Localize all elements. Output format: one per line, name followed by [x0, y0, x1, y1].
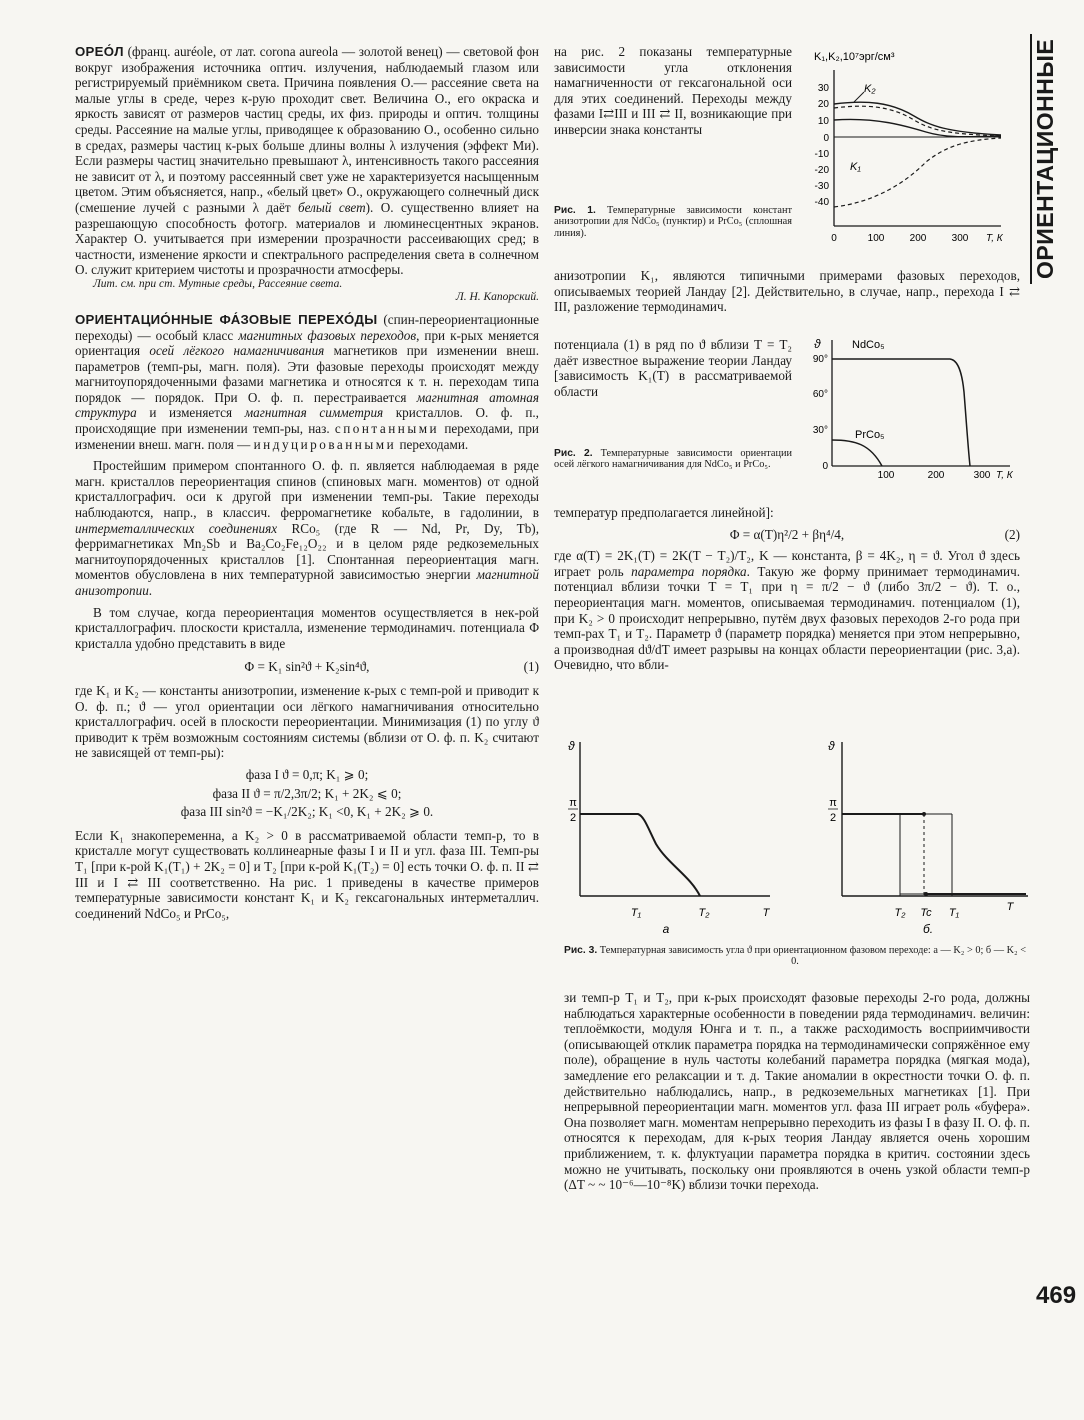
- fig3b-t1: T₁: [948, 907, 960, 919]
- right-paragraph-mid-4: [554, 548, 1020, 673]
- oreol-italic-1: белый свет: [298, 199, 366, 215]
- or-text-a: (спин-переориентационные переходы) — особый класс: [75, 311, 540, 343]
- or-italic-1: магнитных фазовых переходов: [238, 327, 417, 343]
- fig1-y-tick: -30: [814, 181, 829, 192]
- orient-article-p2: [75, 458, 539, 598]
- fig2-ndco5-label: NdCo₅: [852, 339, 885, 351]
- fig3-caption: [560, 945, 1030, 968]
- phase-3-condition: фаза III sin²ϑ = −K₁/2K₂; K₁ <0, K₁ + 2K₂ ⩾ 0.: [180, 804, 434, 820]
- fig3a-t: T: [762, 907, 770, 919]
- side-running-title: ОРИЕНТАЦИОННЫЕ: [1032, 38, 1058, 280]
- fig3b-point-lower: [924, 892, 928, 896]
- fig1-y-tick: -10: [814, 149, 829, 160]
- orient-article-p5: Если K₁ знакопеременна, а K₂ > 0 в рассматриваемой области темп-р, то в кристалле могут существовать коллинеарные фазы I и II и угл. фаза III. Темп-ры T₁ [при к-рой K₁(T₁) + 2K₂ = 0] и T₂ [при к-рой K₁(T₂) = 0] есть точки О. ф. п. II ⇄ III и I ⇄ III соответственно. На рис. 1 приведены в качестве примеров температурные зависимости констант K₁ и K₂ гексагональных интерметаллич. соединений NdCo₅ и PrCo₅,: [75, 827, 539, 921]
- fig1-y-tick: -40: [814, 197, 829, 208]
- right-paragraph-mid-1: анизотропии K₁, являются типичными примерами фазовых переходов, описываемых теорией Ландау [2]. Действительно, в случае, напр., перехода I ⇄ III, разложение термодинамич.: [554, 268, 1020, 315]
- fig3b-pi-num: π: [829, 797, 837, 809]
- fig2-x-tick: 200: [927, 470, 945, 481]
- or-p2-text-a: Простейшим примером спонтанного О. ф. п. является наблюдаемая в ряде магн. кристаллов переориентация спинов (спиновых магн. моментов) от одной кристаллографич. оси к другой при изменении темп-ры. Такие переходы наблюдаются, напр., в классич. ферромагнетике кобальте, в гадолинии, в: [75, 458, 539, 521]
- orient-headword: ОРИЕНТАЦИО́ННЫЕ ФА́ЗОВЫЕ ПЕРЕХО́ДЫ: [75, 311, 378, 327]
- or-text-b: , при к-рых меняется ориентация: [75, 327, 540, 359]
- lit-refs: Мутные среды, Рассеяние света.: [178, 277, 343, 290]
- fig3a-t2: T₂: [698, 907, 710, 919]
- orient-article-p1: [75, 312, 539, 452]
- mid4-italic: параметра порядка: [631, 563, 747, 579]
- fig3b-point-upper: [922, 812, 926, 816]
- fig2-x-tick: 300: [973, 470, 991, 481]
- orient-article-p4: где K₁ и K₂ — константы анизотропии, изменение к-рых с темп-рой и приводит к О. ф. п.; ϑ — угол ориентации оси лёгкого намагничивания относительно кристаллографич. осей в плоскости переориентации. Минимизация (1) по углу ϑ приводит к трём возможным состояниям системы (вблизи от О. ф. п. K₂ считают не зависящей от темп-ры):: [75, 682, 539, 761]
- right-paragraph-top: на рис. 2 показаны температурные зависимости угла отклонения намагниченности от гексагональной оси для этих соединений. Переходы между фазами I⇄III и III ⇄ II, возникающие при инверсии знака константы: [554, 44, 792, 137]
- fig3a-y-label: ϑ: [568, 739, 575, 753]
- fig1-x-tick: 300: [951, 233, 969, 244]
- fig3-panel-b: [828, 739, 1028, 936]
- equation-2-number: (2): [1004, 526, 1020, 542]
- oreol-author: Л. Н. Капорский.: [455, 290, 539, 303]
- right-top-text: [554, 44, 792, 138]
- right-mid-text-2: [554, 337, 792, 399]
- orient-article-p3: В том случае, когда переориентация моментов осуществляется в нек-рой кристаллографич. плоскости кристалла, изменение термодинамич. потенциала Φ кристалла удобно представить в виде: [75, 604, 539, 651]
- fig1-k2-label: K₂: [864, 83, 876, 95]
- fig2-y-tick: 0: [822, 461, 828, 472]
- fig3-caption-text: Температурная зависимость угла ϑ при ориентационном фазовом переходе: а — K₂ > 0; б — K₂ < 0.: [599, 945, 1027, 968]
- right-mid-text-3: [554, 505, 1020, 673]
- fig3-caption-number: Рис. 3.: [563, 945, 598, 956]
- equation-2-body: Φ = α(T)η²/2 + βη⁴/4,: [729, 526, 845, 542]
- phase-2-condition: фаза II ϑ = π/2,3π/2; K₁ + 2K₂ ⩽ 0;: [212, 785, 402, 801]
- or-spaced-1: спонтанными: [334, 421, 440, 437]
- fig2-prco5-label: PrCo₅: [855, 429, 885, 441]
- fig1-caption-text: Температурные зависимости констант анизотропии для NdCo₅ (пунктир) и PrCo₅ (сплошная линия).: [554, 205, 793, 239]
- fig3b-pi-den: 2: [829, 812, 837, 824]
- fig3b-label: б.: [922, 922, 934, 936]
- oreol-article: [75, 44, 539, 278]
- phase-1-condition: фаза I ϑ = 0,π; K₁ ⩾ 0;: [245, 766, 369, 782]
- or-text-e: кристаллов. О. ф. п., происходящие при изменении темп-ры, наз.: [75, 405, 539, 437]
- equation-1-body: Φ = K₁ sin²ϑ + K₂sin⁴ϑ,: [244, 659, 370, 675]
- oreol-text-2: ). О. существенно влияет на разрешающую способность фотогр. материалов и люминесцентных экранов. Характер О. учитывается при измерении прозрачности рассеивающих сред; в частности, изменение яркости и спектрального распределения света в солнечном О. служит критерием чистоты и прозрачности атмосферы.: [75, 199, 539, 278]
- fig2-y-axis-label: ϑ: [814, 337, 821, 351]
- fig2-caption-number: Рис. 2.: [554, 448, 593, 459]
- fig1-y-tick: 20: [817, 99, 829, 110]
- or-italic-5: интерметаллических соединениях: [75, 520, 278, 536]
- oreol-text-1: (франц. auréole, от лат. corona aureola — золотой венец) — световой фон вокруг изображения источника оптич. излучения, наблюдаемый глазом или регистрируемый приёмником света. Причина появления О.— рассеяние света на малые углы в среде, через к-рую проходит свет. Величина О., его окраска и яркость зависят от размеров частиц среды, их физ. природы и оптич. толщины среды. Рассеяние на малые углы, приводящее к образованию О., особенно сильно в средах, размеры частиц к-рых больше длины волны λ излучения (эффект Ми). Если размеры частиц значительно превышают λ, интенсивность такого рассеяния не зависит от λ, и поэтому рассеянный свет уже не характеризуется насыщенным цветом. Этим объясняется, напр., «белый цвет» О., окружающего солнечный диск (смешение лучей с разными λ даёт: [75, 44, 539, 215]
- fig2-x-unit: T, К: [996, 470, 1013, 481]
- oreol-headword: ОРЕО́Л: [75, 44, 124, 59]
- fig2-x-tick: 100: [877, 470, 895, 481]
- fig2-prco5-curve: [832, 440, 882, 466]
- fig2-y-tick: 60°: [812, 389, 828, 400]
- or-text-g: переходами.: [396, 436, 469, 452]
- figure-1: [796, 42, 1026, 252]
- right-paragraph-mid-2: потенциала (1) в ряд по ϑ вблизи T = T₂ даёт известное выражение теории Ландау [зависимость K₁(T) в рассматриваемой области: [554, 337, 792, 399]
- or-text-f: переходами, при изменении внеш. магн. поля —: [75, 421, 539, 452]
- fig1-y-tick: -20: [814, 165, 829, 176]
- fig2-caption-text: Температурные зависимости ориентации осей лёгкого намагничивания для NdCo₅ и PrCo₅.: [554, 448, 792, 471]
- or-italic-6: магнитной анизотропии: [75, 567, 539, 598]
- figure-1-plot: [796, 42, 1026, 252]
- fig3a-pi-num: π: [569, 797, 577, 809]
- page-number: 469: [1036, 1282, 1077, 1309]
- right-mid-text-1: [554, 268, 1020, 315]
- equation-1: [75, 659, 539, 675]
- right-bottom-text: [564, 990, 1030, 1193]
- right-paragraph-mid-3: температур предполагается линейной]:: [554, 505, 774, 520]
- fig1-k1-label: K₁: [850, 161, 861, 173]
- fig1-k2-ndco5-curve: [834, 106, 1001, 136]
- or-p2-text-b: RCo₅ (где R — Nd, Pr, Dy, Tb), ферримагнетиках Mn₂Sb и Ba₂Co₂Fe₁₂O₂₂ и в целом ряде редкоземельных магнитоупорядоченных кристаллов [1]. Спонтанная переориентация магн. моментов обусловлена в них температурной зависимостью энергии: [75, 520, 539, 583]
- fig1-x-tick: 200: [909, 233, 927, 244]
- fig3b-y-label: ϑ: [828, 739, 835, 753]
- fig2-y-tick: 30°: [812, 425, 828, 436]
- fig3b-tc: Tc: [920, 907, 932, 919]
- figure-3: [560, 736, 1030, 941]
- fig3b-t: T: [1006, 901, 1014, 913]
- or-italic-4: магнитная симметрия: [244, 405, 384, 421]
- fig3a-pi-den: 2: [569, 812, 577, 824]
- fig2-ndco5-curve: [832, 359, 970, 466]
- lit-prefix: Лит. см. при ст.: [93, 277, 179, 290]
- fig1-x-tick: 0: [831, 233, 837, 244]
- fig1-y-axis-label: K₁,K₂,10⁷эрг/см³: [814, 51, 895, 63]
- fig1-x-tick: 100: [867, 233, 885, 244]
- left-column: [75, 44, 539, 921]
- fig1-caption-number: Рис. 1.: [554, 205, 596, 216]
- or-p2-text-c: .: [148, 583, 153, 598]
- mid4-text-b: . Такую же форму принимает термодинамич. потенциал вблизи точки T = T₁ при η = π/2 − ϑ (либо 3π/2 − ϑ). Т. о., переориентация магн. моментов, описываемая термодинамич. потенциалом (1), при K₂ > 0 происходит непрерывно, путём двух фазовых переходов 2-го рода при темп-рах T₁ и T₂. Параметр ϑ (параметр порядка) меняется при этом непрерывно, а производная dϑ/dT имеет разрывы на концах области переориентации (рис. 3,а). Очевидно, что вбли-: [554, 563, 1021, 673]
- fig3a-t1: T₁: [630, 907, 642, 919]
- or-spaced-2: индуцированными: [253, 436, 397, 452]
- or-italic-2: осей лёгкого намагничивания: [149, 343, 325, 359]
- fig1-caption: [554, 205, 792, 239]
- fig3a-label: а: [662, 922, 670, 936]
- figure-2-plot: [800, 332, 1030, 482]
- fig3a-angle-curve: [580, 814, 700, 896]
- equation-2: [554, 527, 1020, 543]
- or-text-c: магнетиков при изменении внеш. параметров (темп-ры, магн. поля). Эти фазовые переходы происходят между магнитоупорядоченными фазами магнетика и относятся к т. н. переходам типа порядок — порядок. При О. ф. п. перестраивается: [75, 343, 539, 405]
- equation-1-number: (1): [523, 659, 539, 675]
- fig1-y-tick: 0: [823, 133, 829, 144]
- fig1-y-tick: 10: [817, 116, 829, 127]
- mid4-text-a: где α(T) = 2K₁(T) = 2K(T − T₂)/T₂, K — константа, β = 4K₂, η = ϑ. Угол ϑ здесь играет роль: [554, 548, 1020, 579]
- fig3b-t2: T₂: [894, 907, 906, 919]
- fig2-y-tick: 90°: [812, 354, 828, 365]
- right-paragraph-bottom: зи темп-р T₁ и T₂, при к-рых происходят фазовые переходы 2-го рода, должны наблюдаться характерные особенности в поведении ряда термодинамич. величин: теплоёмкости, модуля Юнга и т. п., а также расходимость восприимчивости (описывающей отклик параметра порядка на термодинамически сопряжённое ему поле), обращение в нуль частоты колебаний параметра порядка (мягкая мода), замедление его релаксации и т. д. Такие аномалии в окрестности точки О. ф. п. действительно наблюдались, напр., в редкоземельных магнетиках [1]. При непрерывной переориентации магн. моментов угл. фаза III играет роль «буфера». Она позволяет магн. моментам непрерывно переходить из фазы I в фазу II. О. ф. п. относятся к переходам, для к-рых теория Ландау является очень хорошим приближением, т. к. флуктуации параметра порядка в критич. состоянии здесь можно не учитывать, поскольку они проявляются в очень узкой области темп-р (ΔT ~ ~ 10⁻⁶—10⁻⁸K) вблизи точки перехода.: [564, 990, 1030, 1193]
- fig3-panel-a: [568, 739, 771, 936]
- or-text-d: и изменяется: [136, 405, 245, 421]
- figure-2: [800, 332, 1030, 482]
- fig1-k2-leader: [854, 92, 864, 102]
- fig1-x-unit: T, К: [986, 233, 1003, 244]
- fig2-caption: [554, 448, 792, 471]
- fig1-y-tick: 30: [817, 83, 829, 94]
- or-italic-3: магнитная атомная структура: [75, 389, 539, 421]
- figure-3-plot: [560, 736, 1030, 941]
- oreol-literature: [75, 278, 539, 291]
